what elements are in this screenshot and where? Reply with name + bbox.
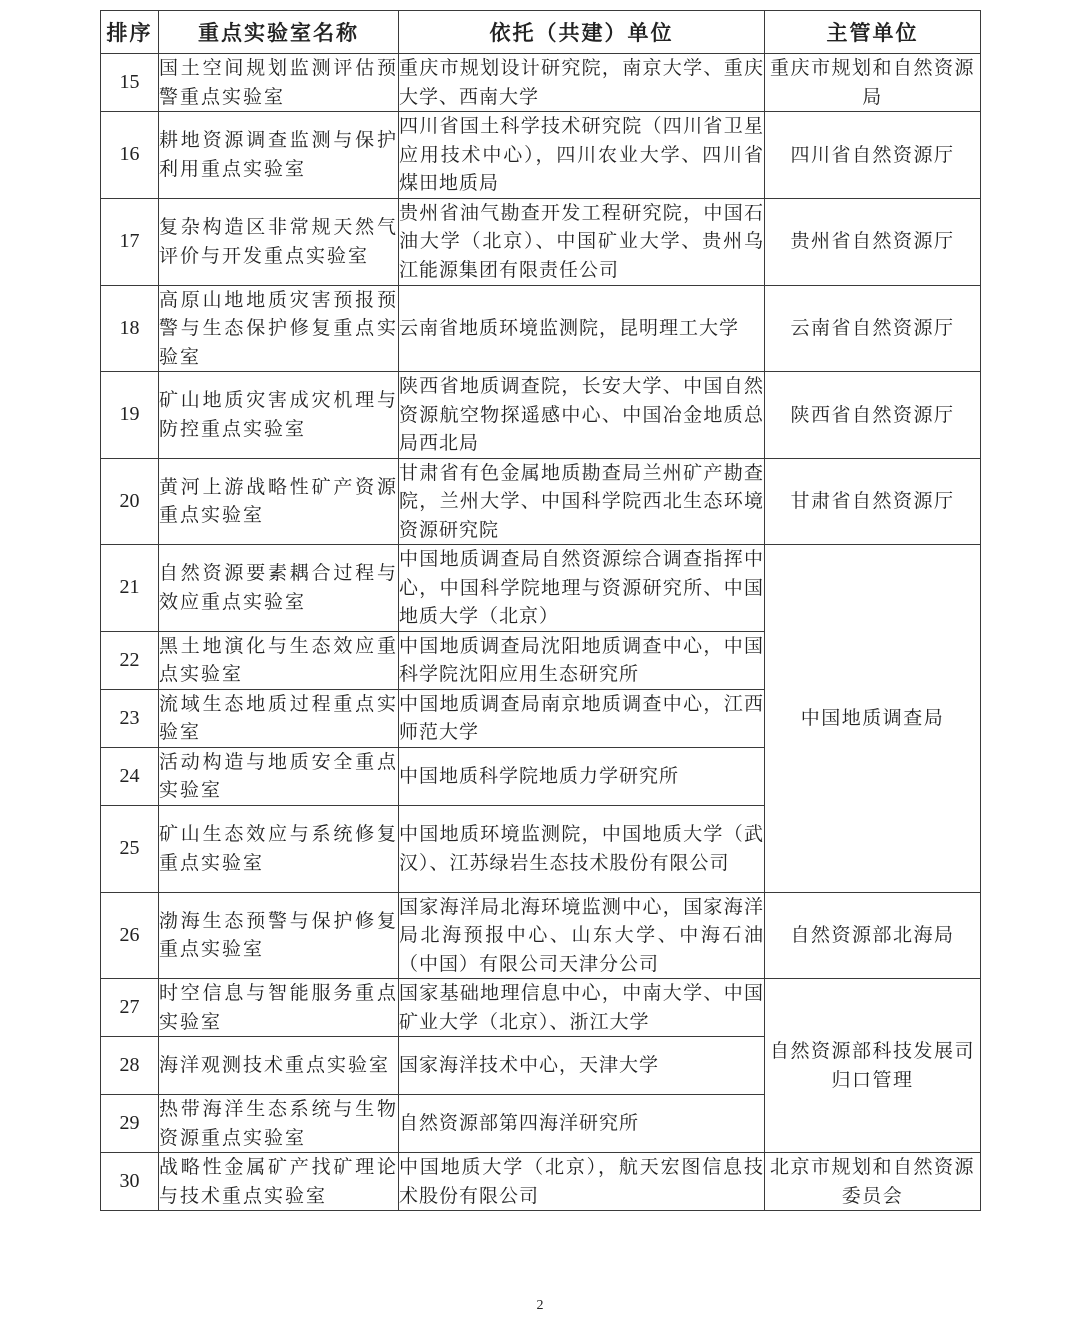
page-number: 2 — [536, 1298, 544, 1313]
lab-name: 国土空间规划监测评估预警重点实验室 — [159, 54, 399, 112]
header-row — [101, 11, 981, 54]
row-number: 20 — [101, 458, 159, 545]
lab-name: 时空信息与智能服务重点实验室 — [159, 979, 399, 1037]
manager-unit: 自然资源部科技发展司归口管理 — [765, 979, 981, 1153]
row-number: 22 — [101, 631, 159, 689]
manager-unit: 甘肃省自然资源厅 — [765, 458, 981, 545]
host-unit: 云南省地质环境监测院，昆明理工大学 — [399, 285, 765, 372]
row-number: 16 — [101, 112, 159, 199]
row-number: 17 — [101, 198, 159, 285]
lab-name: 活动构造与地质安全重点实验室 — [159, 747, 399, 805]
header-lab-name: 重点实验室名称 — [159, 11, 399, 54]
table-row — [101, 372, 981, 459]
host-unit: 国家海洋技术中心，天津大学 — [399, 1037, 765, 1095]
table-row — [101, 54, 981, 112]
manager-unit: 北京市规划和自然资源委员会 — [765, 1153, 981, 1211]
host-unit: 国家海洋局北海环境监测中心，国家海洋局北海预报中心、山东大学、中海石油（中国）有限公司天津分公司 — [399, 892, 765, 979]
lab-table — [100, 10, 981, 1211]
row-number: 26 — [101, 892, 159, 979]
host-unit: 中国地质大学（北京），航天宏图信息技术股份有限公司 — [399, 1153, 765, 1211]
table-row — [101, 545, 981, 632]
table-row — [101, 892, 981, 979]
manager-unit: 云南省自然资源厅 — [765, 285, 981, 372]
row-number: 29 — [101, 1095, 159, 1153]
lab-name: 自然资源要素耦合过程与效应重点实验室 — [159, 545, 399, 632]
table-row — [101, 198, 981, 285]
row-number: 30 — [101, 1153, 159, 1211]
lab-name: 黄河上游战略性矿产资源重点实验室 — [159, 458, 399, 545]
lab-name: 黑土地演化与生态效应重点实验室 — [159, 631, 399, 689]
host-unit: 自然资源部第四海洋研究所 — [399, 1095, 765, 1153]
host-unit: 甘肃省有色金属地质勘查局兰州矿产勘查院，兰州大学、中国科学院西北生态环境资源研究院 — [399, 458, 765, 545]
host-unit: 国家基础地理信息中心，中南大学、中国矿业大学（北京）、浙江大学 — [399, 979, 765, 1037]
manager-unit: 陕西省自然资源厅 — [765, 372, 981, 459]
host-unit: 中国地质调查局沈阳地质调查中心，中国科学院沈阳应用生态研究所 — [399, 631, 765, 689]
lab-name: 矿山地质灾害成灾机理与防控重点实验室 — [159, 372, 399, 459]
lab-name: 渤海生态预警与保护修复重点实验室 — [159, 892, 399, 979]
row-number: 24 — [101, 747, 159, 805]
row-number: 25 — [101, 805, 159, 892]
manager-unit: 贵州省自然资源厅 — [765, 198, 981, 285]
host-unit: 贵州省油气勘查开发工程研究院，中国石油大学（北京）、中国矿业大学、贵州乌江能源集团有限责任公司 — [399, 198, 765, 285]
lab-name: 流域生态地质过程重点实验室 — [159, 689, 399, 747]
row-number: 15 — [101, 54, 159, 112]
lab-name: 矿山生态效应与系统修复重点实验室 — [159, 805, 399, 892]
host-unit: 中国地质科学院地质力学研究所 — [399, 747, 765, 805]
lab-name: 高原山地地质灾害预报预警与生态保护修复重点实验室 — [159, 285, 399, 372]
manager-unit: 重庆市规划和自然资源局 — [765, 54, 981, 112]
lab-name: 海洋观测技术重点实验室 — [159, 1037, 399, 1095]
host-unit: 中国地质调查局自然资源综合调查指挥中心，中国科学院地理与资源研究所、中国地质大学（北京） — [399, 545, 765, 632]
table-row — [101, 458, 981, 545]
row-number: 18 — [101, 285, 159, 372]
header-manager-unit: 主管单位 — [765, 11, 981, 54]
manager-unit: 四川省自然资源厅 — [765, 112, 981, 199]
header-rank: 排序 — [101, 11, 159, 54]
host-unit: 中国地质调查局南京地质调查中心，江西师范大学 — [399, 689, 765, 747]
table-row — [101, 1153, 981, 1211]
row-number: 28 — [101, 1037, 159, 1095]
host-unit: 重庆市规划设计研究院，南京大学、重庆大学、西南大学 — [399, 54, 765, 112]
header-host-unit: 依托（共建）单位 — [399, 11, 765, 54]
host-unit: 四川省国土科学技术研究院（四川省卫星应用技术中心），四川农业大学、四川省煤田地质局 — [399, 112, 765, 199]
table-row — [101, 979, 981, 1037]
row-number: 19 — [101, 372, 159, 459]
manager-unit: 中国地质调查局 — [765, 545, 981, 893]
row-number: 21 — [101, 545, 159, 632]
lab-name: 耕地资源调查监测与保护利用重点实验室 — [159, 112, 399, 199]
row-number: 27 — [101, 979, 159, 1037]
table-row — [101, 285, 981, 372]
host-unit: 中国地质环境监测院，中国地质大学（武汉）、江苏绿岩生态技术股份有限公司 — [399, 805, 765, 892]
lab-name: 热带海洋生态系统与生物资源重点实验室 — [159, 1095, 399, 1153]
manager-unit: 自然资源部北海局 — [765, 892, 981, 979]
lab-name: 复杂构造区非常规天然气评价与开发重点实验室 — [159, 198, 399, 285]
host-unit: 陕西省地质调查院，长安大学、中国自然资源航空物探遥感中心、中国冶金地质总局西北局 — [399, 372, 765, 459]
row-number: 23 — [101, 689, 159, 747]
lab-name: 战略性金属矿产找矿理论与技术重点实验室 — [159, 1153, 399, 1211]
table-row — [101, 112, 981, 199]
